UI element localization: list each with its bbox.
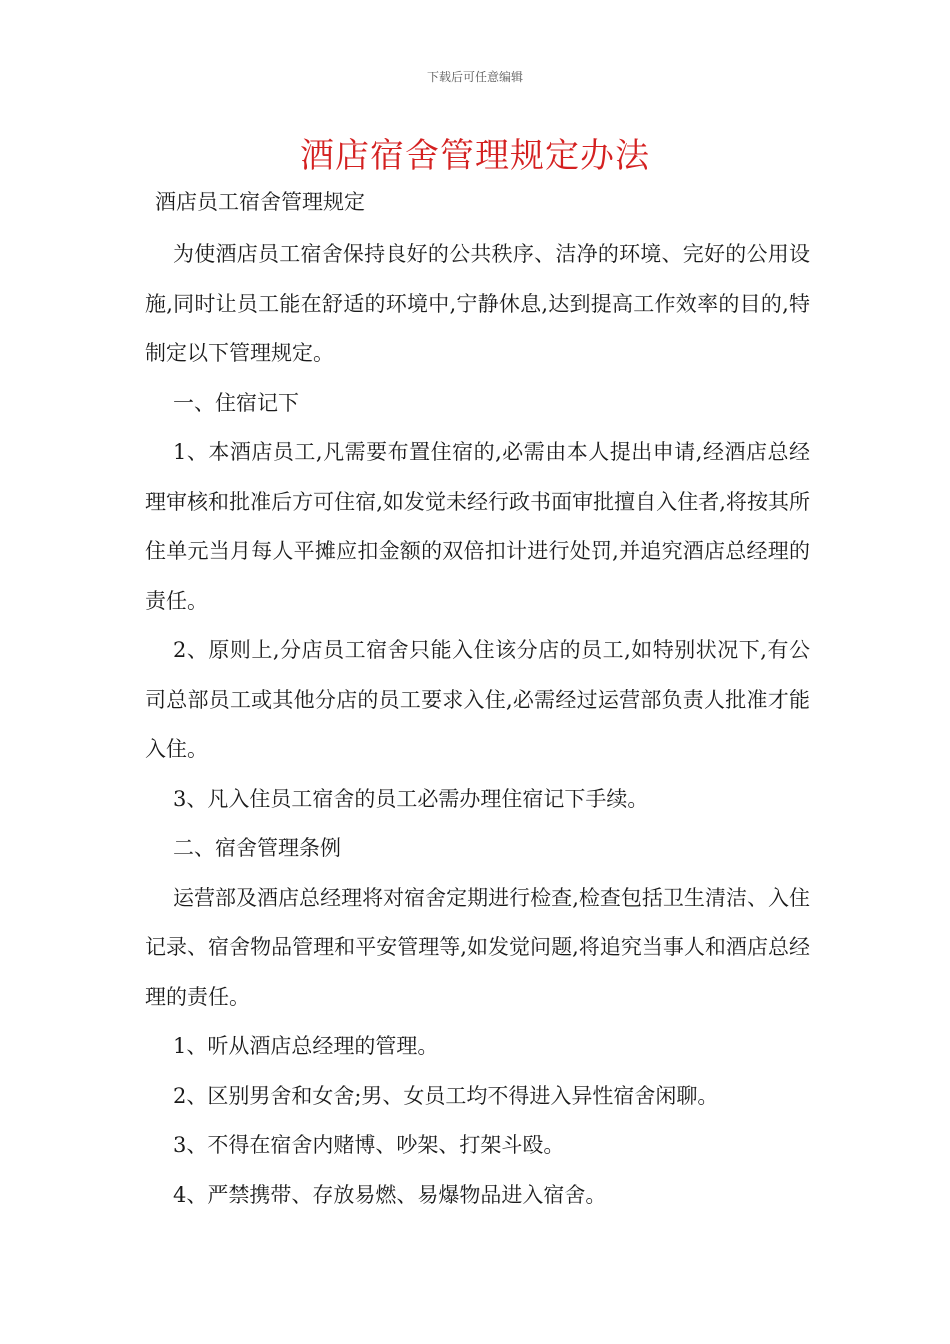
section-heading: 一、住宿记下 xyxy=(173,390,299,415)
section-heading: 二、宿舍管理条例 xyxy=(173,836,341,860)
list-item: 2、区别男舍和女舍;男、女员工均不得进入异性宿舍闲聊。 xyxy=(173,1083,719,1108)
document-subtitle: 酒店员工宿舍管理规定 xyxy=(155,190,365,214)
document-body xyxy=(145,230,810,1220)
list-item: 3、不得在宿舍内赌博、吵架、打架斗殴。 xyxy=(173,1133,565,1157)
header-note: 下载后可任意编辑 xyxy=(426,70,523,84)
paragraph: 2、原则上,分店员工宿舍只能入住该分店的员工,如特别状况下,有公司总部员工或其他分店的员工要求入住,必需经过运营部负责人批准才能入住。 xyxy=(145,638,810,761)
paragraph: 1、本酒店员工,凡需要布置住宿的,必需由本人提出申请,经酒店总经理审核和批准后方可住宿,如发觉未经行政书面审批擅自入住者,将按其所住单元当月每人平摊应扣金额的双倍扣计进行处罚,并追究酒店总经理的责任。 xyxy=(145,440,810,613)
document-title: 酒店宿舍管理规定办法 xyxy=(300,136,650,176)
paragraph: 运营部及酒店总经理将对宿舍定期进行检查,检查包括卫生清洁、入住记录、宿舍物品管理和平安管理等,如发觉问题,将追究当事人和酒店总经理的责任。 xyxy=(145,885,810,1009)
paragraph: 3、凡入住员工宿舍的员工必需办理住宿记下手续。 xyxy=(173,786,649,811)
list-item: 1、听从酒店总经理的管理。 xyxy=(173,1034,439,1058)
paragraph: 为使酒店员工宿舍保持良好的公共秩序、洁净的环境、完好的公用设施,同时让员工能在舒适的环境中,宁静休息,达到提高工作效率的目的,特制定以下管理规定。 xyxy=(145,242,810,365)
list-item: 4、严禁携带、存放易燃、易爆物品进入宿舍。 xyxy=(173,1182,607,1207)
